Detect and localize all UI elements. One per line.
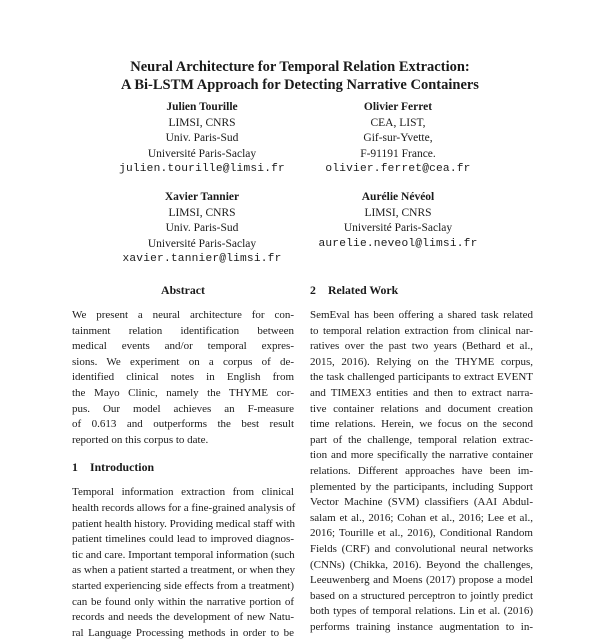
body-line: part of the challenge, temporal relation extrac- <box>310 433 533 446</box>
section-title: Related Work <box>328 283 399 297</box>
body-line: both types of temporal relations. Lin et al. (2016) <box>310 605 533 618</box>
abstract-line: reported on this corpus to date. <box>72 433 209 446</box>
body-line: performs training instance augmentation to in- <box>310 620 533 633</box>
abstract-line: pus. Our model achieves an F-measure <box>72 402 294 415</box>
body-line: health records allows for a fine-grained analysis of <box>72 501 296 514</box>
paper-title-line-2: A Bi-LSTM Approach for Detecting Narrative Containers <box>121 77 479 93</box>
body-line: 2015, 2016). Relying on the THYME corpus, <box>310 355 533 368</box>
section-title: Introduction <box>90 460 155 475</box>
body-line: (CNNs) (Chikka, 2016). Beyond the challenges, <box>310 558 533 571</box>
body-line: 2016; Tourille et al., 2016), Conditional Random <box>310 527 533 540</box>
author-affiliation: Université Paris-Saclay <box>147 237 257 250</box>
abstract-line: the Mayo Clinic, namely the THYME cor- <box>72 386 294 399</box>
author-affiliation: Université Paris-Saclay <box>147 147 257 160</box>
abstract-line: of 0.613 and outperforms the best result <box>72 418 294 431</box>
author-name: Julien Tourille <box>166 101 238 113</box>
author-affiliation: Univ. Paris-Sud <box>165 222 239 234</box>
abstract-line: tainment relation identification between <box>72 324 294 337</box>
body-line: Temporal information extraction from clinical <box>72 486 294 499</box>
author-block <box>278 100 518 178</box>
author-email: aurelie.neveol@limsi.fr <box>318 237 478 250</box>
body-line: Fields (CRF) and convolutional neural networks <box>310 542 533 555</box>
abstract-text <box>72 308 294 448</box>
author-name: Aurélie Névéol <box>361 191 435 203</box>
paper-title-line-1: Neural Architecture for Temporal Relation Extraction: <box>130 59 470 75</box>
body-line: tic and care. Important temporal information (such <box>72 548 295 561</box>
section-number: 1 <box>72 460 78 475</box>
body-line: and TIMEX3 entities and then to extract narra- <box>310 386 533 399</box>
author-email: olivier.ferret@cea.fr <box>325 163 471 175</box>
right-column <box>310 282 533 635</box>
abstract-line: medical events and/or temporal expres- <box>72 340 294 353</box>
author-affiliation: LIMSI, CNRS <box>168 116 236 129</box>
abstract-heading: Abstract <box>161 283 205 297</box>
body-line: tive container relations and document creation <box>310 402 533 415</box>
author-name: Xavier Tannier <box>164 191 240 203</box>
body-line: as when a patient started a treatment, or when they <box>72 564 295 577</box>
author-affiliation: CEA, LIST, <box>370 116 426 129</box>
body-line: plemented by the participants, including Support <box>310 480 533 493</box>
section-heading-related-work <box>310 282 533 298</box>
abstract-line: sions. We experiment on a corpus of de- <box>72 355 294 368</box>
abstract-line: We present a neural architecture for con- <box>72 309 294 321</box>
author-affiliation: F-91191 France. <box>360 147 436 160</box>
author-email: julien.tourille@limsi.fr <box>119 163 285 175</box>
body-line: records and needs the development of new Natu- <box>72 611 294 624</box>
left-column <box>72 282 294 641</box>
body-line: ral Language Processing methods in order to be <box>72 626 294 639</box>
body-line: time relations. Herein, we focus on the second <box>310 418 533 431</box>
body-line: based on a structured perceptron to jointly predict <box>310 589 533 602</box>
body-line: salam et al., 2016; Cohan et al., 2016; Lee et al., <box>310 511 533 524</box>
body-line: can be found only within the narrative portion of <box>72 595 294 608</box>
body-line: patient timelines could lead to improved diagnos- <box>72 533 294 546</box>
body-line: SemEval has been offering a shared task related <box>310 309 533 321</box>
body-line: the task challenged participants to extract EVENT <box>310 371 533 384</box>
author-email: xavier.tannier@limsi.fr <box>122 253 282 265</box>
section-heading-introduction <box>72 459 294 475</box>
body-line: relations. Different approaches have been im- <box>310 464 533 477</box>
introduction-text <box>72 485 294 641</box>
body-line: tion and more specifically the narrative container <box>310 449 533 462</box>
body-line: to temporal relation extraction from clinical nar- <box>310 324 533 337</box>
author-block <box>278 190 518 252</box>
author-affiliation: Univ. Paris-Sud <box>165 132 239 144</box>
author-name: Olivier Ferret <box>363 101 433 113</box>
body-line: started experiencing side effects from a treatment) <box>72 579 294 592</box>
author-affiliation: LIMSI, CNRS <box>364 206 432 219</box>
author-affiliation: Université Paris-Saclay <box>343 222 453 234</box>
related-work-text <box>310 308 533 635</box>
author-affiliation: Gif-sur-Yvette, <box>363 132 433 144</box>
author-affiliation: LIMSI, CNRS <box>168 206 236 219</box>
section-number: 2 <box>310 283 316 297</box>
abstract-line: identified clinical notes in English from <box>72 371 294 384</box>
body-line: Vector Machine (SVM) classifiers (AAI Abdul- <box>310 496 533 509</box>
body-line: ratives over the past two years (Bethard et al., <box>310 340 533 353</box>
body-line: patient health history. Providing medical staff with <box>72 517 296 530</box>
body-line: Leeuwenberg and Moens (2017) propose a model <box>310 574 533 587</box>
